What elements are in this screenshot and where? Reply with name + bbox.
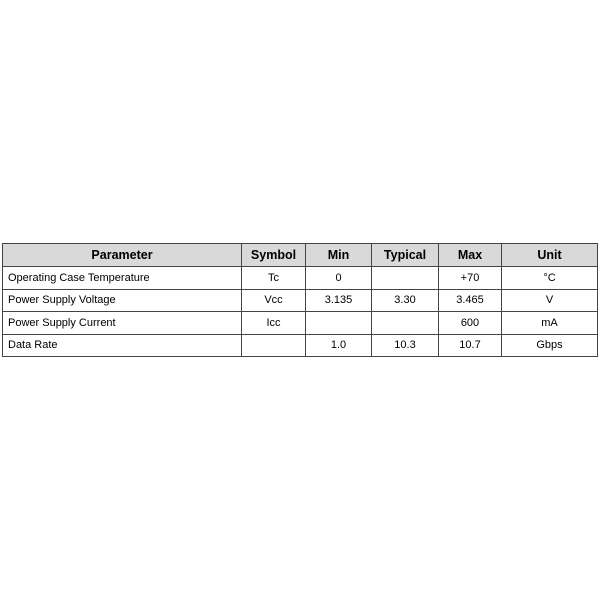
cell-parameter: Data Rate bbox=[3, 334, 242, 357]
table-row bbox=[3, 334, 598, 357]
header-max: Max bbox=[439, 244, 502, 267]
cell-max: 600 bbox=[439, 312, 502, 335]
header-typical: Typical bbox=[372, 244, 439, 267]
cell-typical bbox=[372, 267, 439, 290]
cell-max: 10.7 bbox=[439, 334, 502, 357]
cell-symbol: Vcc bbox=[242, 289, 306, 312]
table-row bbox=[3, 312, 598, 335]
cell-min bbox=[306, 312, 372, 335]
cell-typical: 3.30 bbox=[372, 289, 439, 312]
header-parameter: Parameter bbox=[3, 244, 242, 267]
cell-unit: V bbox=[502, 289, 598, 312]
cell-unit: °C bbox=[502, 267, 598, 290]
table-row bbox=[3, 289, 598, 312]
cell-typical bbox=[372, 312, 439, 335]
header-symbol: Symbol bbox=[242, 244, 306, 267]
cell-max: 3.465 bbox=[439, 289, 502, 312]
table-header-row bbox=[3, 244, 598, 267]
specifications-table bbox=[2, 243, 598, 357]
cell-unit: Gbps bbox=[502, 334, 598, 357]
cell-symbol bbox=[242, 334, 306, 357]
cell-symbol: Icc bbox=[242, 312, 306, 335]
cell-min: 0 bbox=[306, 267, 372, 290]
header-unit: Unit bbox=[502, 244, 598, 267]
cell-typical: 10.3 bbox=[372, 334, 439, 357]
header-min: Min bbox=[306, 244, 372, 267]
cell-min: 1.0 bbox=[306, 334, 372, 357]
cell-parameter: Power Supply Voltage bbox=[3, 289, 242, 312]
cell-max: +70 bbox=[439, 267, 502, 290]
cell-symbol: Tc bbox=[242, 267, 306, 290]
cell-parameter: Operating Case Temperature bbox=[3, 267, 242, 290]
cell-unit: mA bbox=[502, 312, 598, 335]
cell-min: 3.135 bbox=[306, 289, 372, 312]
table-row bbox=[3, 267, 598, 290]
cell-parameter: Power Supply Current bbox=[3, 312, 242, 335]
